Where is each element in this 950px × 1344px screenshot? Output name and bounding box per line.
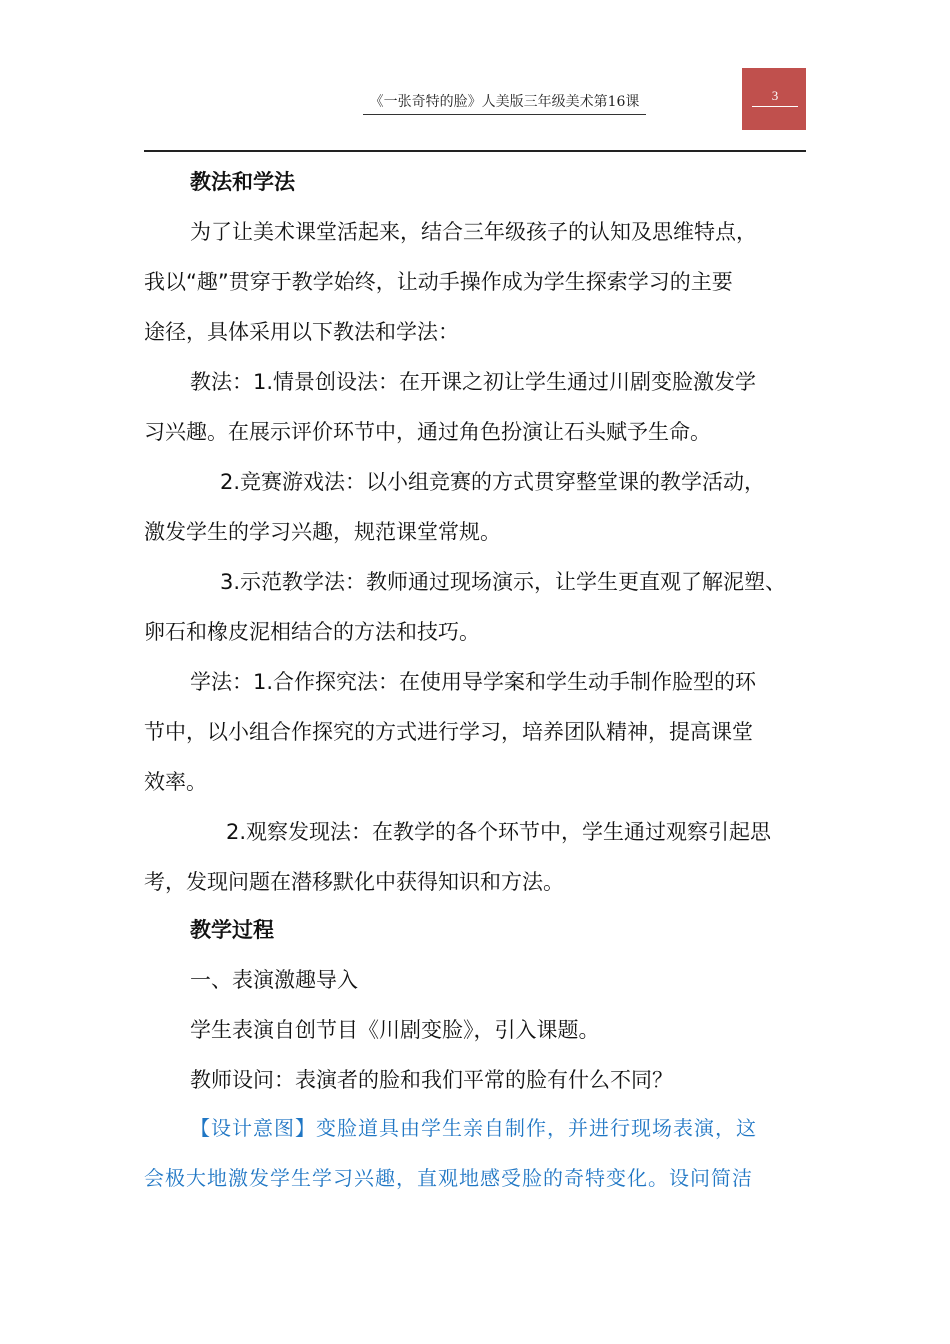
teach-method-1-line-1: 教法：1.情景创设法：在开课之初让学生通过川剧变脸激发学	[190, 370, 757, 394]
learn-method-1-line-3: 效率。	[144, 770, 207, 794]
teach-method-3-line-1: 3.示范教学法：教师通过现场演示，让学生更直观了解泥塑、	[220, 570, 787, 594]
learn-method-1-line-1: 学法：1.合作探究法：在使用导学案和学生动手制作脸型的环	[190, 670, 757, 694]
learn-method-2-line-2: 考，发现问题在潜移默化中获得知识和方法。	[144, 870, 564, 894]
step-1-line-2: 教师设问：表演者的脸和我们平常的脸有什么不同？	[190, 1068, 673, 1092]
intro-line-1: 为了让美术课堂活起来，结合三年级孩子的认知及思维特点，	[190, 220, 757, 244]
intro-line-2: 我以“趣”贯穿于教学始终，让动手操作成为学生探索学习的主要	[144, 270, 733, 294]
section-heading-methods: 教法和学法	[190, 170, 295, 194]
learn-method-1-line-2: 节中，以小组合作探究的方式进行学习，培养团队精神，提高课堂	[144, 720, 753, 744]
learn-method-2-line-1: 2.观察发现法：在教学的各个环节中，学生通过观察引起思	[226, 820, 772, 844]
header-title: 《一张奇特的脸》人美版三年级美术第16课	[363, 92, 646, 115]
design-intent-line-2: 会极大地激发学生学习兴趣，直观地感受脸的奇特变化。设问简洁	[144, 1166, 753, 1190]
header-rule	[144, 150, 806, 152]
teach-method-2-line-1: 2.竞赛游戏法：以小组竞赛的方式贯穿整堂课的教学活动，	[220, 470, 766, 494]
page-number: 3	[752, 88, 798, 107]
section-heading-process: 教学过程	[190, 918, 274, 942]
teach-method-3-line-2: 卵石和橡皮泥相结合的方法和技巧。	[144, 620, 480, 644]
teach-method-1-line-2: 习兴趣。在展示评价环节中，通过角色扮演让石头赋予生命。	[144, 420, 711, 444]
teach-method-2-line-2: 激发学生的学习兴趣，规范课堂常规。	[144, 520, 501, 544]
step-1-line-1: 学生表演自创节目《川剧变脸》，引入课题。	[190, 1018, 600, 1042]
step-1-heading: 一、表演激趣导入	[190, 968, 358, 992]
intro-line-3: 途径，具体采用以下教法和学法：	[144, 320, 459, 344]
design-intent-line-1: 【设计意图】变脸道具由学生亲自制作，并进行现场表演，这	[190, 1116, 757, 1140]
